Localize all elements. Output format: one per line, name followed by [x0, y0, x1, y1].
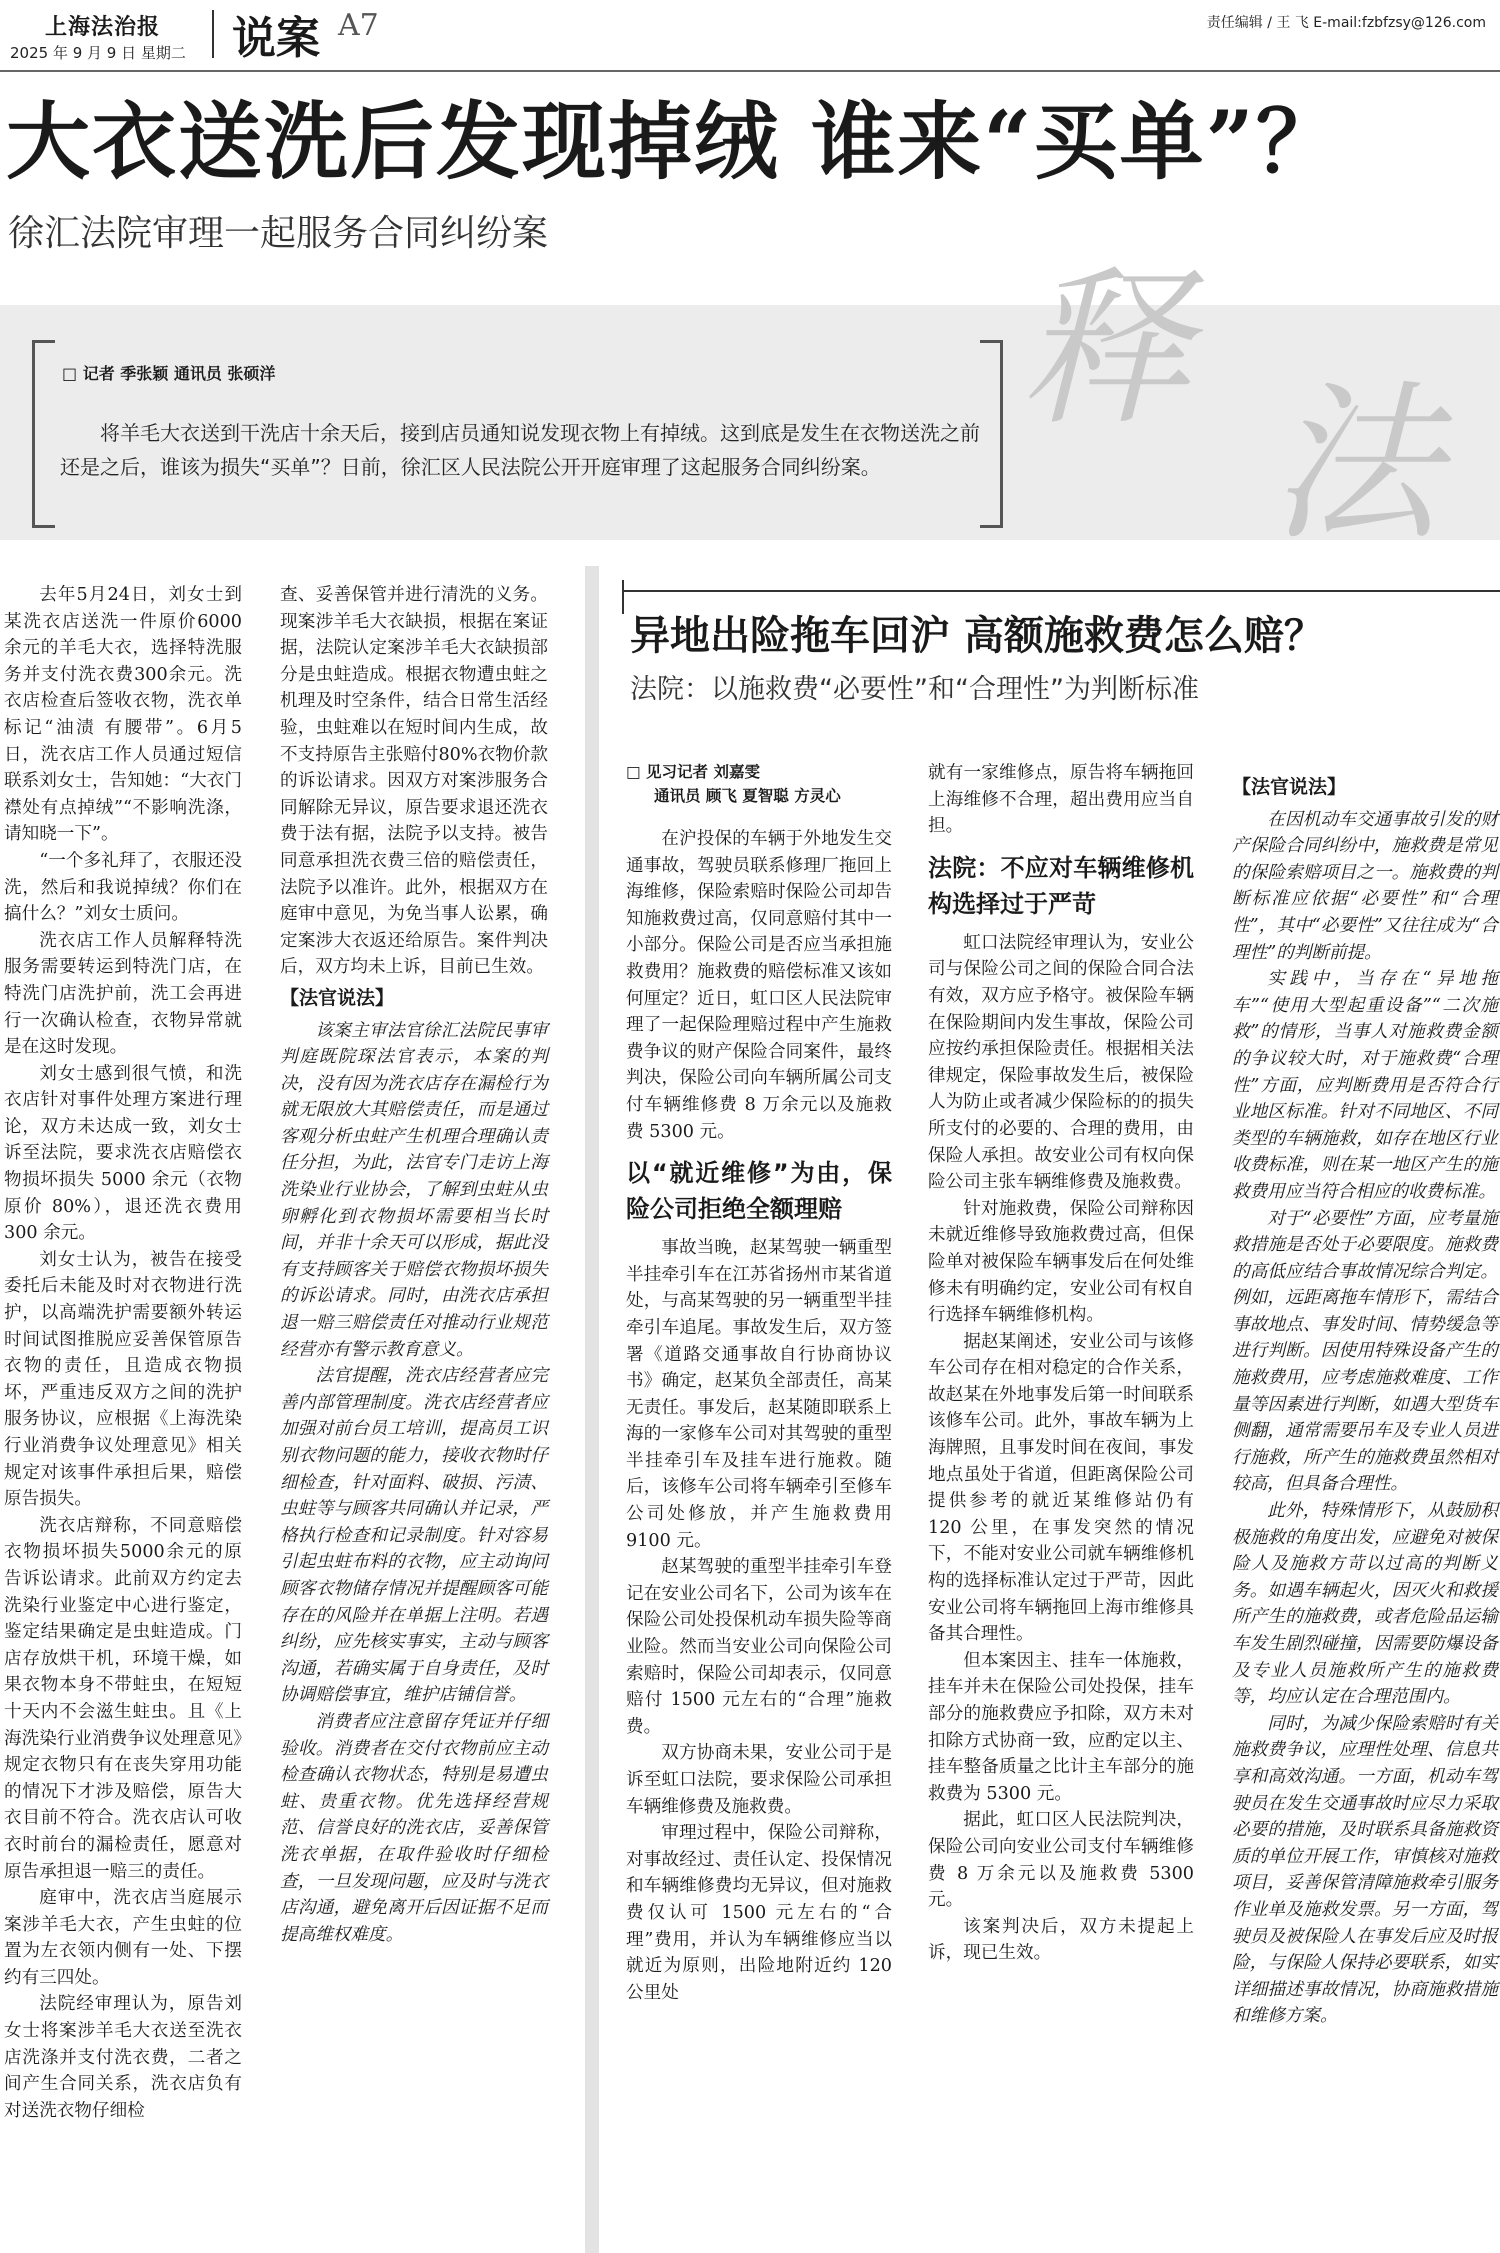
watermark-fa: 法 [1270, 366, 1441, 564]
paragraph: 虹口法院经审理认为，安业公司与保险公司之间的保险合同合法有效，双方应予格守。被保险车辆在保险期间内发生事故，保险公司应按约承担保险责任。根据相关法律规定，保险事故发生后，被保险人为防止或者减少保险标的的损失所支付的必要的、合理的费用，由保险人承担。故安业公司有权向保险公司主张车辆维修费及施救费。 [928, 932, 1194, 1193]
issue-date: 2025 年 9 月 9 日 星期二 [10, 44, 186, 62]
masthead-rule [0, 70, 1500, 72]
paragraph: 洗衣店工作人员解释特洗服务需要转运到特洗门店，在特洗门店洗护前，洗工会再进行一次确认检查，衣物异常就是在这时发现。 [4, 930, 242, 1058]
paragraph: 实践中，当存在“异地拖车”“使用大型起重设备”“二次施救”的情形，当事人对施救费金额的争议较大时，对于施救费“合理性”方面，应判断费用是否符合行业地区标准。针对不同地区、不同类型的车辆施救，如存在地区行业收费标准，则在某一地区产生的施救费用应当符合相应的收费标准。 [1232, 969, 1498, 1202]
paragraph: 双方协商未果，安业公司于是诉至虹口法院，要求保险公司承担车辆维修费及施救费。 [626, 1743, 892, 1817]
paragraph: 同时，为减少保险索赔时有关施救费争议，应理性处理、信息共享和高效沟通。一方面，机动车驾驶员在发生交通事故时应尽力采取必要的措施，及时联系具备施救资质的单位开展工作，审慎核对施救项目，妥善保管清障施救牵引服务作业单及施救发票。另一方面，驾驶员及被保险人在事发后应及时报险，与保险人保持必要联系，如实详细描述事故情况，协商施救措施和维修方案。 [1232, 1713, 1498, 2027]
story2-frame-rule [622, 590, 1500, 592]
story2-subheading-2: 法院：不应对车辆维修机构选择过于严苛 [928, 853, 1194, 918]
paragraph: 该案主审法官徐汇法院民事审判庭既院琛法官表示，本案的判决，没有因为洗衣店存在漏检行为就无限放大其赔偿责任，而是通过客观分析虫蛀产生机理合理确认责任分担，为此，法官专门走访上海洗染业行业协会，了解到虫蛀从虫卵孵化到衣物损坏需要相当长时间，并非十余天可以形成，据此没有支持顾客关于赔偿衣物损坏损失的诉讼请求。同时，由洗衣店承担退一赔三赔偿责任对推动行业规范经营亦有警示教育意义。 [280, 1020, 548, 1360]
paragraph: 在因机动车交通事故引发的财产保险合同纠纷中，施救费是常见的保险索赔项目之一。施救费的判断标准应依据“必要性”和“合理性”，其中“必要性”又往往成为“合理性”的判断前提。 [1232, 809, 1498, 963]
main-headline: 大衣送洗后发现掉绒 谁来“买单”？ [6, 92, 1342, 191]
story2-column-1 [626, 760, 892, 2006]
story2-byline-reporter: □ 见习记者 刘嘉雯 [626, 763, 760, 781]
story2-subheadline: 法院：以施救费“必要性”和“合理性”为判断标准 [630, 674, 1199, 705]
paragraph: 此外，特殊情形下，从鼓励积极施救的角度出发，应避免对被保险人及施救方苛以过高的判断义务。如遇车辆起火，因灭火和救援所产生的施救费，或者危险品运输车发生剧烈碰撞，因需要防爆设备及专业人员施救所产生的施救费等，均应认定在合理范围内。 [1232, 1501, 1498, 1708]
paragraph: 针对施救费，保险公司辩称因未就近维修导致施救费过高，但保险单对被保险车辆事发后在何处维修未有明确约定，安业公司有权自行选择车辆维修机构。 [928, 1198, 1194, 1326]
judge-comment-heading: 【法官说法】 [280, 986, 395, 1009]
paragraph: 刘女士认为，被告在接受委托后未能及时对衣物进行洗护，以高端洗护需要额外转运时间试图推脱应妥善保管原告衣物的责任，且造成衣物损坏，严重违反双方之间的洗护服务协议，应根据《上海洗染行业消费争议处理意见》相关规定对该事件承担后果，赔偿原告损失。 [4, 1249, 242, 1510]
editor-credit: 责任编辑 / 王 飞 E-mail:fzbfzsy@126.com [1206, 15, 1486, 31]
story2-column-2 [928, 760, 1194, 1967]
paragraph: 洗衣店辩称，不同意赔偿衣物损坏损失5000余元的原告诉讼请求。此前双方约定去洗染行业鉴定中心进行鉴定，鉴定结果确定是虫蛀造成。门店存放烘干机，环境干燥，如果衣物本身不带蛀虫，在短短十天内不会滋生蛀虫。且《上海洗染行业消费争议处理意见》规定衣物只有在丧失穿用功能的情况下才涉及赔偿，原告大衣目前不符合。洗衣店认可收衣时前台的漏检责任，愿意对原告承担退一赔三的责任。 [4, 1515, 242, 1882]
newspaper-logo: 上海法治报 [45, 14, 161, 40]
story1-column-1 [4, 582, 242, 2124]
paragraph: “一个多礼拜了，衣服还没洗，然后和我说掉绒？你们在搞什么？”刘女士质问。 [4, 850, 242, 925]
paragraph: 就有一家维修点，原告将车辆拖回上海维修不合理，超出费用应当自担。 [928, 763, 1194, 837]
paragraph: 赵某驾驶的重型半挂牵引车登记在安业公司名下，公司为该车在保险公司处投保机动车损失险等商业险。然而当安业公司向保险公司索赔时，保险公司却表示，仅同意赔付 1500 元左右的“合理”施救费。 [626, 1557, 892, 1737]
page-number: A7 [338, 8, 379, 43]
paragraph: 该案判决后，双方未提起上诉，现已生效。 [928, 1916, 1194, 1964]
paragraph: 去年5月24日，刘女士到某洗衣店送洗一件原价6000余元的羊毛大衣，选择特洗服务并支付洗衣费300余元。洗衣店检查后签收衣物，洗衣单标记“油渍 有腰带”。6月5日，洗衣店工作人员通过短信联系刘女士，告知她：“大衣门襟处有点掉绒”“不影响洗涤，请知晓一下”。 [4, 585, 242, 845]
masthead-divider [212, 10, 214, 58]
paragraph: 消费者应注意留存凭证并仔细验收。消费者在交付衣物前应主动检查确认衣物状态，特别是易遭虫蛀、贵重衣物。优先选择经营规范、信誉良好的洗衣店，妥善保管洗衣单据，在取件验收时仔细检查，一旦发现问题，应及时与洗衣店沟通，避免离开后因证据不足而提高维权难度。 [280, 1711, 548, 1945]
story2-byline-correspondents: 通讯员 顾飞 夏智聪 方灵心 [654, 787, 841, 805]
paragraph: 但本案因主、挂车一体施救，挂车并未在保险公司处投保，挂车部分的施救费应予扣除，双方未对扣除方式协商一致，应酌定以主、挂车整备质量之比计主车部分的施救费为 5300 元。 [928, 1650, 1194, 1804]
column-separator [585, 566, 599, 2253]
story2-subheading-1: 以“就近维修”为由，保险公司拒绝全额理赔 [626, 1159, 892, 1224]
paragraph: 在沪投保的车辆于外地发生交通事故，驾驶员联系修理厂拖回上海维修，保险索赔时保险公司却告知施救费过高，仅同意赔付其中一小部分。保险公司是否应当承担施救费用？施救费的赔偿标准又该如何厘定？近日，虹口区人民法院审理了一起保险理赔过程中产生施救费争议的财产保险合同案件，最终判决，保险公司向车辆所属公司支付车辆维修费 8 万余元以及施救费 5300 元。 [626, 829, 892, 1142]
story2-headline: 异地出险拖车回沪 高额施救费怎么赔？ [630, 612, 1324, 659]
story2-frame-tick [622, 580, 624, 614]
paragraph: 庭审中，洗衣店当庭展示案涉羊毛大衣，产生虫蛀的位置为左衣领内侧有一处、下摆约有三四处。 [4, 1888, 242, 1988]
paragraph: 事故当晚，赵某驾驶一辆重型半挂牵引车在江苏省扬州市某省道处，与高某驾驶的另一辆重型半挂牵引车追尾。事故发生后，双方签署《道路交通事故自行协商协议书》确定，赵某负全部责任，高某无责任。事发后，赵某随即联系上海的一家修车公司对其驾驶的重型半挂牵引车及挂车进行施救。随后，该修车公司将车辆牵引至修车公司处修放，并产生施救费用 9100 元。 [626, 1238, 892, 1551]
story1-byline: □ 记者 季张颖 通讯员 张硕洋 [62, 364, 276, 383]
story2-column-3 [1232, 770, 1498, 2030]
main-subheadline: 徐汇法院审理一起服务合同纠纷案 [8, 213, 549, 254]
paragraph: 刘女士感到很气愤，和洗衣店针对事件处理方案进行理论，双方未达成一致，刘女士诉至法院，要求洗衣店赔偿衣物损坏损失 5000 余元（衣物原价 80%），退还洗衣费用 300 余元。 [4, 1063, 242, 1244]
section-title: 说案 [232, 13, 320, 64]
intro-bracket-left [32, 340, 55, 528]
story2-judge-comment-heading: 【法官说法】 [1232, 776, 1347, 798]
watermark-shi: 释 [1020, 251, 1191, 449]
story1-intro: 将羊毛大衣送到干洗店十余天后，接到店员通知说发现衣物上有掉绒。这到底是发生在衣物送洗之前还是之后，谁该为损失“买单”？日前，徐汇区人民法院公开开庭审理了这起服务合同纠纷案。 [60, 421, 980, 479]
paragraph: 据此，虹口区人民法院判决，保险公司向安业公司支付车辆维修费 8 万余元以及施救费 5300 元。 [928, 1810, 1194, 1911]
story1-column-2 [280, 582, 548, 1948]
paragraph: 查、妥善保管并进行清洗的义务。现案涉羊毛大衣缺损，根据在案证据，法院认定案涉羊毛大衣缺损部分是虫蛀造成。根据衣物遭虫蛀之机理及时空条件，结合日常生活经验，虫蛀难以在短时间内生成，故不支持原告主张赔付80%衣物价款的诉讼请求。因双方对案涉服务合同解除无异议，原告要求退还洗衣费于法有据，法院予以支持。被告同意承担洗衣费三倍的赔偿责任，法院予以准许。此外，根据双方在庭审中意见，为免当事人讼累，确定案涉大衣返还给原告。案件判决后，双方均未上诉，目前已生效。 [280, 585, 548, 978]
paragraph: 审理过程中，保险公司辩称，对事故经过、责任认定、投保情况和车辆维修费均无异议，但对施救费仅认可 1500 元左右的“合理”费用，并认为车辆维修应当以就近为原则，出险地附近约 120 公里处 [626, 1823, 892, 2003]
paragraph: 法院经审理认为，原告刘女士将案涉羊毛大衣送至洗衣店洗涤并支付洗衣费，二者之间产生合同关系，洗衣店负有对送洗衣物仔细检 [4, 1994, 242, 2121]
paragraph: 据赵某阐述，安业公司与该修车公司存在相对稳定的合作关系，故赵某在外地事发后第一时间联系该修车公司。此外，事故车辆为上海牌照，且事发时间在夜间，事发地点虽处于省道，但距离保险公司提供参考的就近某维修站仍有 120 公里，在事发突然的情况下，不能对安业公司就车辆维修机构的选择标准认定过于严苛，因此安业公司将车辆拖回上海市维修具备其合理性。 [928, 1331, 1194, 1645]
paragraph: 法官提醒，洗衣店经营者应完善内部管理制度。洗衣店经营者应加强对前台员工培训，提高员工识别衣物问题的能力，接收衣物时仔细检查，针对面料、破损、污渍、虫蛀等与顾客共同确认并记录，严格执行检查和记录制度。针对容易引起虫蛀布料的衣物，应主动询问顾客衣物储存情况并提醒顾客可能存在的风险并在单据上注明。若遇纠纷，应先核实事实，主动与顾客沟通，若确实属于自身责任，及时协调赔偿事宜，维护店铺信誉。 [280, 1366, 548, 1706]
paragraph: 对于“必要性”方面，应考量施救措施是否处于必要限度。施救费的高低应结合事故情况综合判定。例如，远距离拖车情形下，需结合事故地点、事发时间、情势缓急等进行判断。因使用特殊设备产生的施救费用，应考虑施救难度、工作量等因素进行判断，如遇大型货车侧翻，通常需要吊车及专业人员进行施救，所产生的施救费虽然相对较高，但具备合理性。 [1232, 1208, 1498, 1495]
